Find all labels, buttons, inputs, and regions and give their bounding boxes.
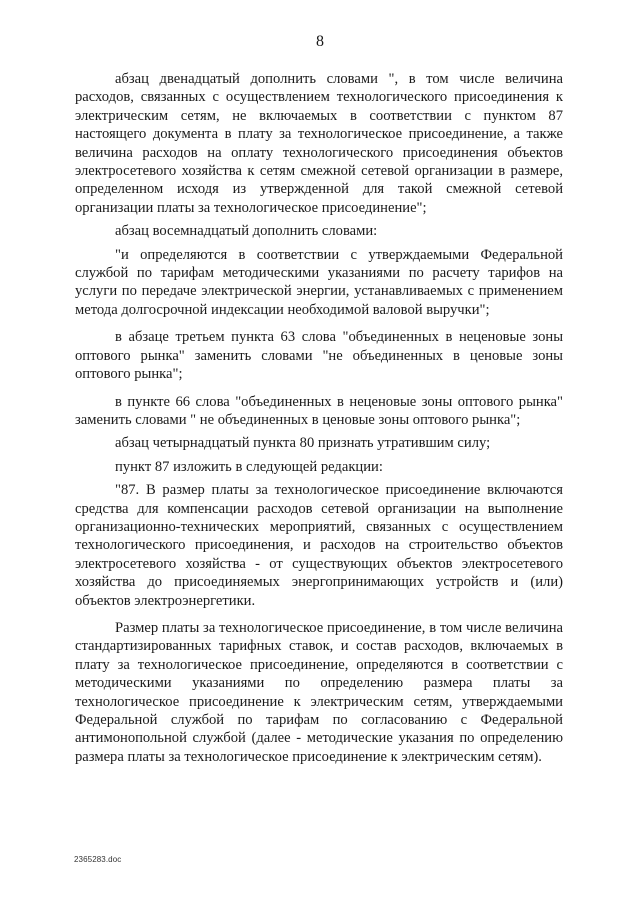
paragraph-8: "87. В размер платы за технологическое присоединение включаются средства для компенсации расходов сетевой организации на выполнение организационно-технических мероприятий, связанных с осуществлением технологического присоединения, и расходов на строительство объектов электросетевого хозяйства - от существующих объектов электросетевого хозяйства до присоединяемых энергопринимающих устройств и (или) объектов электроэнергетики. bbox=[75, 482, 563, 609]
paragraph-7: пункт 87 изложить в следующей редакции: bbox=[115, 458, 383, 475]
page-number: 8 bbox=[316, 33, 324, 50]
paragraph-3: "и определяются в соответствии с утверждаемыми Федеральной службой по тарифам методическими указаниями по расчету тарифов на услуги по передаче электрической энергии, устанавливаемых с применением метода долгосрочной индексации необходимой валовой выручки"; bbox=[75, 246, 563, 318]
paragraph-5: в пункте 66 слова "объединенных в неценовые зоны оптового рынка" заменить словами " не объединенных в ценовые зоны оптового рынка"; bbox=[75, 393, 563, 428]
paragraph-6: абзац четырнадцатый пункта 80 признать утратившим силу; bbox=[115, 435, 491, 452]
paragraph-4: в абзаце третьем пункта 63 слова "объединенных в неценовые зоны оптового рынка" заменить словами "не объединенных в ценовые зоны оптового рынка"; bbox=[75, 329, 563, 383]
paragraph-1: абзац двенадцатый дополнить словами ", в том числе величина расходов, связанных с осуществлением технологического присоединения к электрическим сетям, не включаемых в соответствии с пунктом 87 настоящего документа в плату за технологическое присоединение, а также величина расходов на оплату технологического присоединения объектов электросетевого хозяйства к сетям смежной сетевой организации в размере, определенном исходя из утвержденной для такой смежной сетевой организации платы за технологическое присоединение"; bbox=[75, 71, 563, 216]
paragraph-9: Размер платы за технологическое присоединение, в том числе величина стандартизированных тарифных ставок, и состав расходов, включаемых в плату за технологическое присоединение, определяются в соответствии с методическими указаниями по определению размера платы за технологическое присоединение к электрическим сетям, утверждаемыми Федеральной службой по тарифам по согласованию с Федеральной антимонопольной службой (далее - методические указания по определению размера платы за технологическое присоединение к электрическим сетям). bbox=[75, 619, 563, 765]
document-body bbox=[75, 70, 563, 766]
paragraph-2: абзац восемнадцатый дополнить словами: bbox=[115, 223, 378, 240]
footer-document-code: 2365283.doc bbox=[74, 855, 122, 864]
